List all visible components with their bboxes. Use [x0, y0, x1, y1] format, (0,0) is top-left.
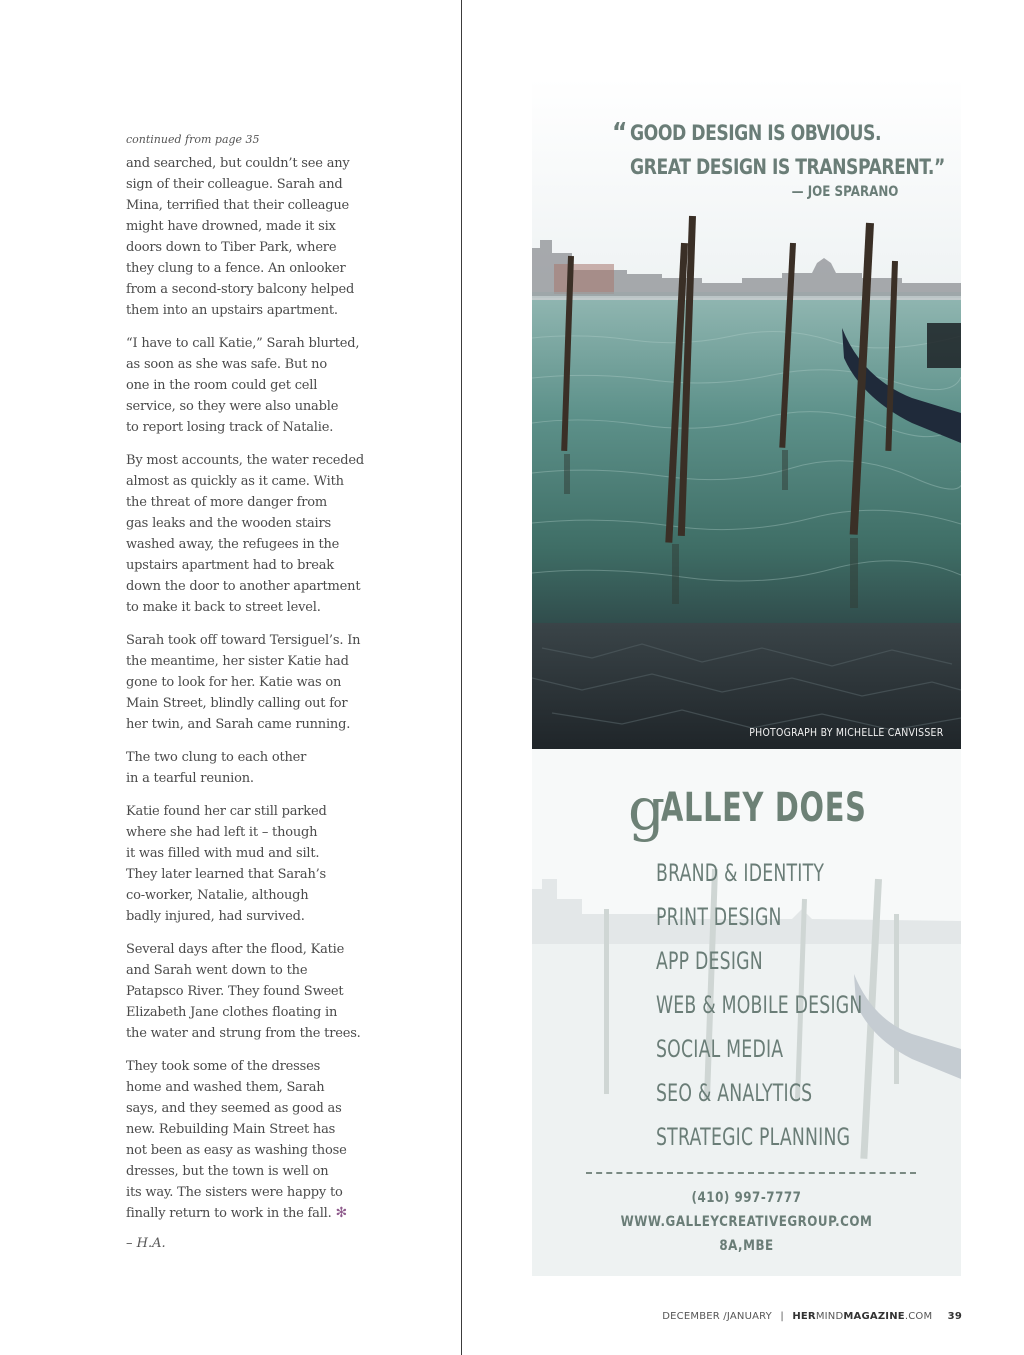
article-column: [126, 131, 366, 1251]
article-paragraph-7: Several days after the flood, Katie and Sarah went down to the Patapsco River. They found Sweet Elizabeth Jane clothes floating in the water and strung from the trees.: [126, 942, 361, 1041]
article-paragraph-8: [126, 1056, 366, 1224]
ad-certification: 8A,MBE: [719, 1238, 774, 1254]
galley-ad: [532, 749, 961, 1276]
article-paragraph-5: The two clung to each other in a tearful reunion.: [126, 750, 307, 786]
quote-mark-icon: “: [612, 118, 628, 148]
article-paragraph-8-text: They took some of the dresses home and washed them, Sarah says, and they seemed as good as new. Rebuilding Main Street has not been as easy as washing those dresses, but the town is well on its way. The sisters were happy to finally return to work in the fall.: [126, 1059, 347, 1221]
quote-line-1: GOOD DESIGN IS OBVIOUS.: [630, 121, 882, 145]
article-paragraph-3: By most accounts, the water receded almost as quickly as it came. With the threat of more danger from gas leaks and the wooden stairs washed away, the refugees in the upstairs apartment had to break down the door to another apartment to make it back to street level.: [126, 453, 365, 615]
page-number: 39: [947, 1311, 962, 1322]
footer-site-mind: MIND: [815, 1311, 844, 1322]
design-quote: [612, 116, 945, 200]
article-paragraph-6: Katie found her car still parked where she had left it – though it was filled with mud and silt. They later learned that Sarah’s co-worker, Natalie, although badly injured, had survived.: [126, 804, 327, 924]
service-item: STRATEGIC PLANNING: [656, 1123, 851, 1151]
footer-issue: DECEMBER /JANUARY: [662, 1311, 772, 1322]
services-list: [656, 851, 943, 1159]
footer-site-her: HER: [792, 1311, 816, 1322]
continued-note: continued from page 35: [126, 133, 260, 146]
footer-separator: |: [780, 1311, 784, 1322]
article-paragraph-1: and searched, but couldn’t see any sign of their colleague. Sarah and Mina, terrified that their colleague might have drowned, made it six doors down to Tiber Park, where they clung to a fence. An onlooker from a second-story balcony helped them into an upstairs apartment.: [126, 156, 355, 318]
galley-logo-initial: g: [628, 775, 666, 843]
service-item: PRINT DESIGN: [656, 903, 782, 931]
service-item: SOCIAL MEDIA: [656, 1035, 784, 1063]
service-item: SEO & ANALYTICS: [656, 1079, 813, 1107]
page-footer: [662, 1311, 962, 1322]
quote-line-2: GREAT DESIGN IS TRANSPARENT.”: [630, 155, 945, 179]
galley-logo: [628, 767, 947, 843]
page-divider: [461, 0, 462, 1355]
service-item: APP DESIGN: [656, 947, 763, 975]
ad-contact: [532, 1186, 961, 1258]
end-mark-icon: ✻: [335, 1205, 348, 1221]
footer-site-magazine: MAGAZINE: [843, 1311, 905, 1322]
quote-author: — JOE SPARANO: [791, 184, 899, 200]
ad-website[interactable]: WWW.GALLEYCREATIVEGROUP.COM: [620, 1214, 873, 1230]
dashed-divider: [586, 1172, 916, 1174]
photo-credit: PHOTOGRAPH BY MICHELLE CANVISSER: [748, 726, 943, 739]
article-paragraph-4: Sarah took off toward Tersiguel’s. In the meantime, her sister Katie had gone to look for her. Katie was on Main Street, blindly calling out for her twin, and Sarah came running.: [126, 633, 361, 732]
service-item: WEB & MOBILE DESIGN: [656, 991, 863, 1019]
galley-logo-text: ALLEY DOES: [661, 785, 867, 831]
ad-phone[interactable]: (410) 997-7777: [691, 1190, 802, 1206]
article-signature: – H.A.: [126, 1236, 166, 1251]
footer-site-com: .COM: [904, 1311, 933, 1322]
article-paragraph-2: “I have to call Katie,” Sarah blurted, as soon as she was safe. But no one in the room could get cell service, so they were also unable to report losing track of Natalie.: [126, 336, 360, 435]
service-item: BRAND & IDENTITY: [656, 859, 825, 887]
